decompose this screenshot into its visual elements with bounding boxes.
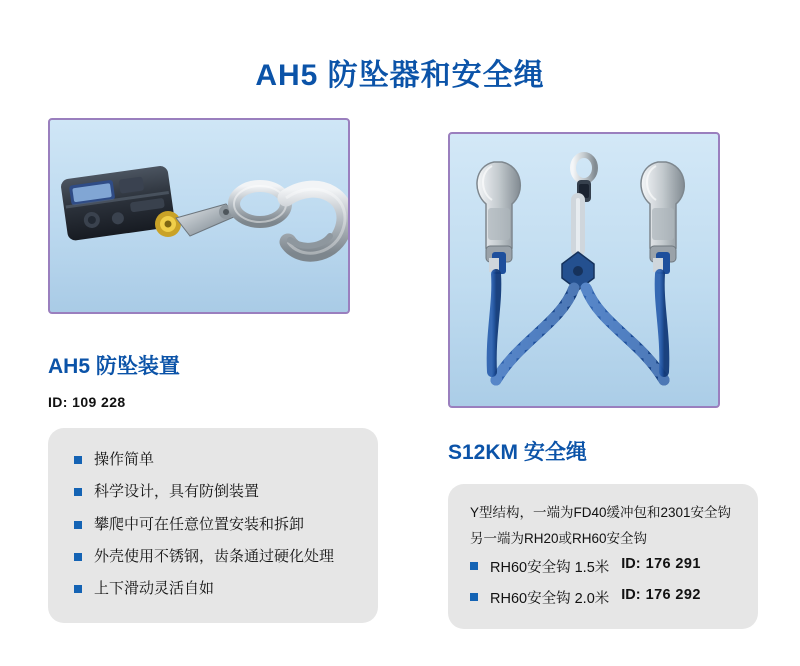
ah5-product-name: AH5 防坠装置 [48,355,180,378]
feature-text: 外壳使用不锈钢，齿条通过硬化处理 [94,547,335,565]
ah5-fall-arrester-illustration [50,120,348,312]
variant-id-value: 176 292 [645,587,701,604]
ah5-feature-list [48,428,378,623]
square-bullet-icon [470,562,478,570]
square-bullet-icon [74,521,82,529]
variant-name: RH60安全钩 1.5米 [490,560,610,577]
list-item [48,476,378,508]
variant-id-label: ID: [621,587,641,604]
s12km-description-box [448,484,758,629]
left-column [48,118,388,623]
feature-text: 科学设计，具有防倒装置 [94,483,260,501]
s12km-product-image [448,132,720,408]
feature-text: 操作简单 [94,451,155,468]
list-item [448,551,758,582]
description-line: Y型结构，一端为FD40缓冲包和2301安全钩 [470,505,732,520]
feature-text: 上下滑动灵活自如 [94,580,215,597]
variant-name: RH60安全钩 2.0米 [490,591,610,608]
s12km-lanyard-illustration [450,134,718,406]
page-title: AH5 防坠器和安全绳 [255,59,545,92]
ah5-id-value: 109 228 [72,394,126,410]
list-item [48,573,378,605]
variant-id-value: 176 291 [645,556,701,573]
ah5-product-image [48,118,350,314]
list-item [48,444,378,476]
right-column [448,132,768,629]
ah5-product-id [48,394,388,410]
feature-text: 攀爬中可在任意位置安装和拆卸 [94,515,305,533]
square-bullet-icon [74,553,82,561]
list-item [48,541,378,573]
ah5-id-label: ID: [48,394,68,410]
s12km-product-name: S12KM 安全绳 [448,441,587,464]
variant-id-label: ID: [621,556,641,573]
list-item [448,582,758,613]
description-line: 另一端为RH20或RH60安全钩 [470,530,648,546]
square-bullet-icon [74,488,82,496]
square-bullet-icon [74,585,82,593]
square-bullet-icon [470,593,478,601]
list-item [48,509,378,541]
square-bullet-icon [74,456,82,464]
